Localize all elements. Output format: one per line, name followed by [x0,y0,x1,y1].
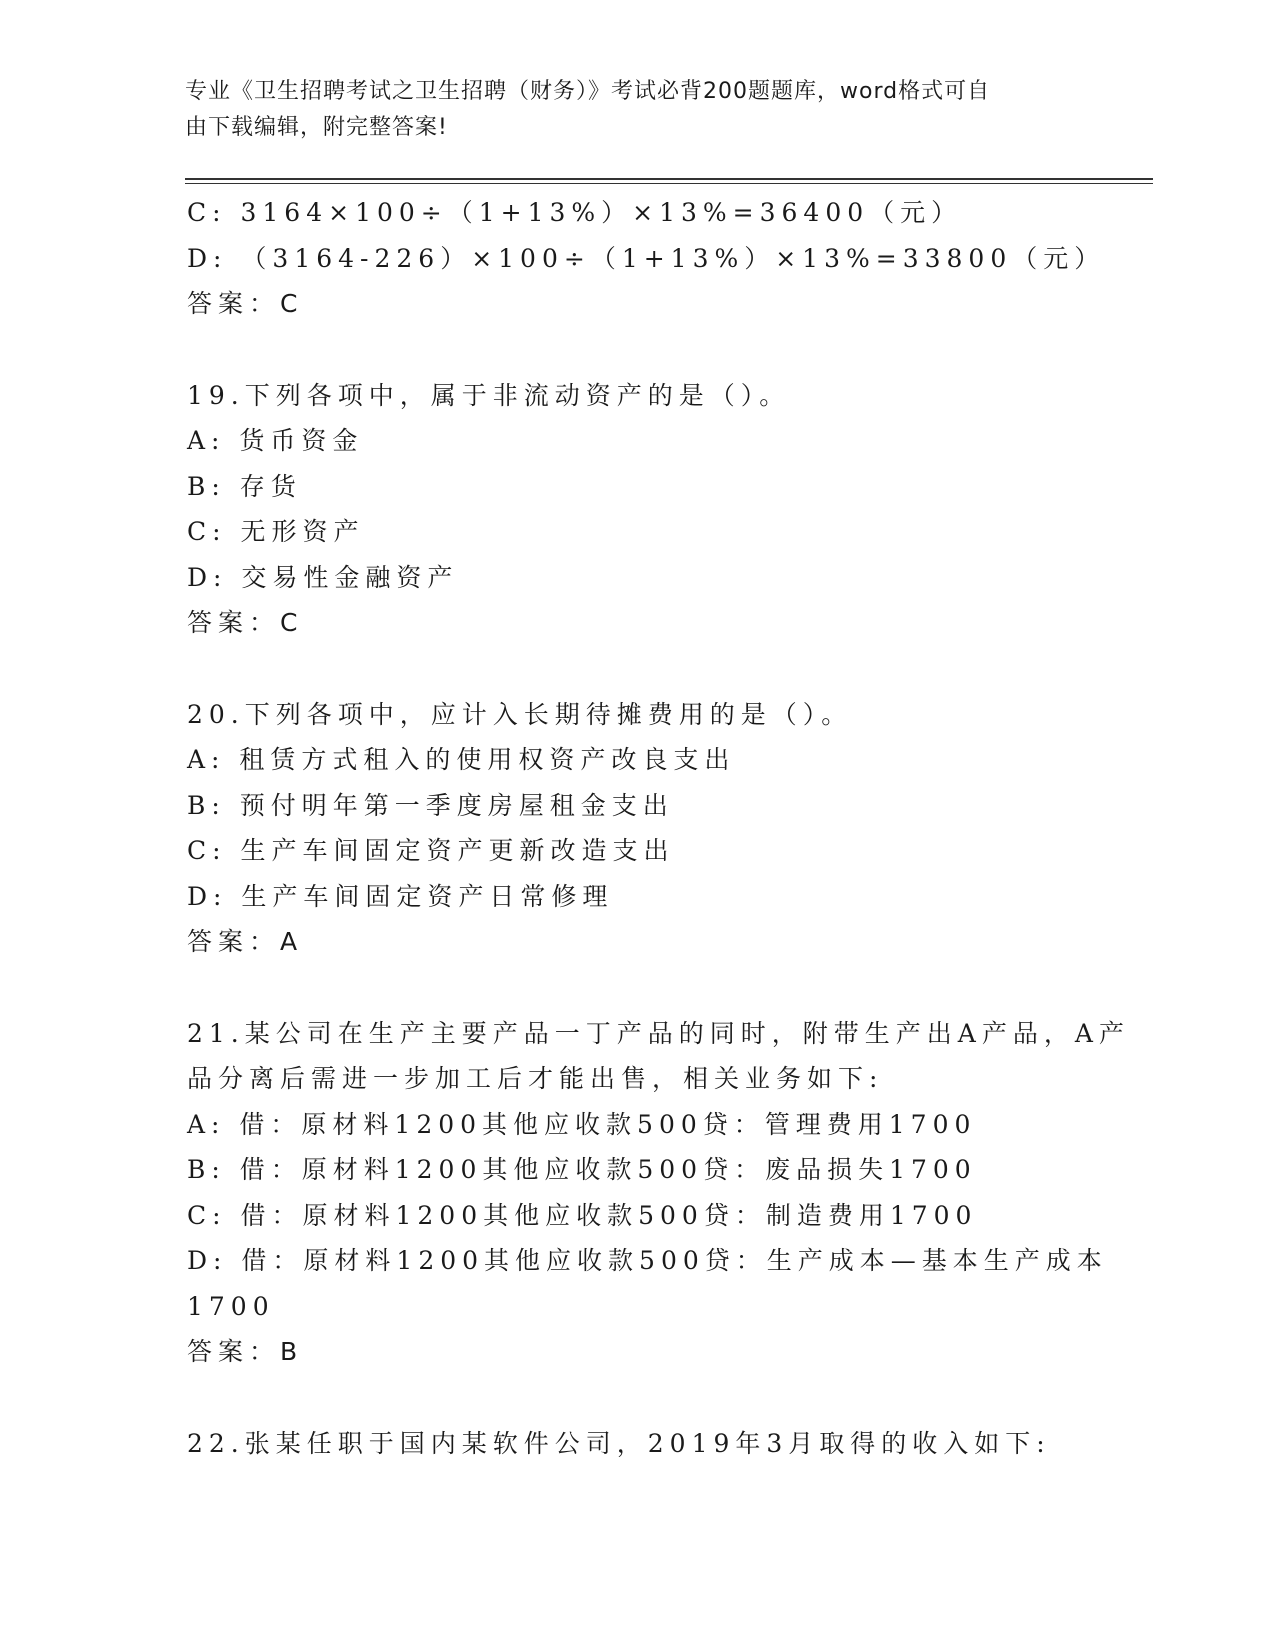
header-line-2: 由下载编辑，附完整答案! [185,115,448,140]
answer: 答案：C [187,608,304,637]
option-c: C: 借：原材料1200其他应收款500贷：制造费用1700 [187,1200,978,1230]
header-divider-thin [185,183,1153,184]
answer: 答案：A [187,927,304,956]
option-d: D: 交易性金融资产 [187,562,459,592]
option-c: C: 生产车间固定资产更新改造支出 [187,836,675,865]
option-c: C: 无形资产 [187,517,365,546]
option-b: B: 存货 [187,471,302,501]
question-text-line-2: 品分离后需进一步加工后才能出售，相关业务如下: [187,1064,884,1093]
header-divider-thick [185,178,1153,180]
document-header [185,74,1065,146]
question-21 [187,1011,1130,1375]
option-a: A: 货币资金 [187,426,364,455]
answer: 答案：B [187,1337,304,1366]
question-text: 20.下列各项中，应计入长期待摊费用的是（）。 [187,699,853,729]
option-a: A: 租赁方式租入的使用权资产改良支出 [187,745,736,774]
option-d-line-1: D: 借：原材料1200其他应收款500贷：生产成本—基本生产成本 [187,1246,1108,1275]
option-a: A: 借：原材料1200其他应收款500贷：管理费用1700 [187,1109,977,1139]
option-d: D: （3164-226）×100÷（1+13%）×13%=33800（元） [187,243,1106,273]
question-text-line-1: 21.某公司在生产主要产品一丁产品的同时，附带生产出A产品，A产 [187,1018,1130,1048]
question-text: 22.张某任职于国内某软件公司，2019年3月取得的收入如下: [187,1428,1051,1458]
option-b: B: 预付明年第一季度房屋租金支出 [187,790,674,820]
answer: 答案：C [187,289,304,318]
question-20 [187,692,1087,965]
option-c: C: 3164×100÷（1+13%）×13%=36400（元） [187,198,963,227]
header-line-1: 专业《卫生招聘考试之卫生招聘（财务）》考试必背200题题库，word格式可自 [185,79,991,104]
question-22 [187,1421,1087,1467]
prev-question-tail [187,190,1106,327]
question-content [187,190,1130,1466]
question-19 [187,373,1087,646]
option-d: D: 生产车间固定资产日常修理 [187,881,614,911]
question-text: 19.下列各项中，属于非流动资产的是（）。 [187,380,791,410]
option-b: B: 借：原材料1200其他应收款500贷：废品损失1700 [187,1155,977,1184]
option-d-line-2: 1700 [187,1291,275,1321]
